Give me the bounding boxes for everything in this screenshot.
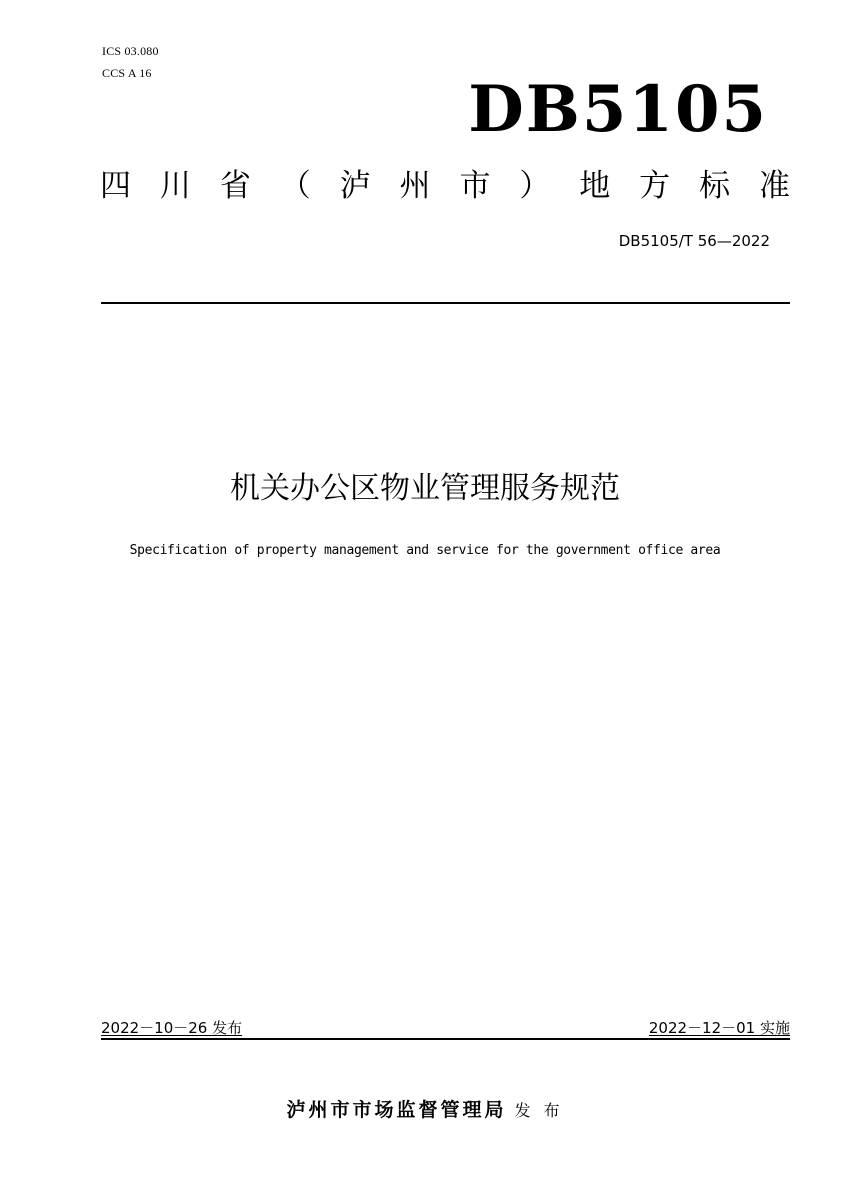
standard-category-char: 准 — [758, 168, 790, 204]
standard-category-char: 地 — [579, 168, 611, 204]
standard-category-char: ） — [519, 168, 551, 204]
header-divider — [101, 302, 790, 304]
standard-category-char: （ — [279, 168, 311, 204]
title-english: Specification of property management and service for the government office area — [129, 543, 721, 558]
ics-code: ICS 03.080 — [102, 44, 159, 58]
standard-number: DB5105/T 56—2022 — [618, 232, 770, 250]
standard-category-char: 州 — [399, 168, 431, 204]
publisher-line — [0, 1095, 850, 1122]
standard-code: DB5105 — [468, 72, 768, 147]
standard-category-char: 省 — [219, 168, 251, 204]
standard-category-char: 市 — [459, 168, 491, 204]
standard-category — [100, 164, 790, 208]
publisher-name: 泸州市市场监督管理局 — [286, 1099, 507, 1121]
implementation-date: 2022－12－01 实施 — [648, 1019, 790, 1037]
standard-category-char: 川 — [159, 168, 191, 204]
title-chinese: 机关办公区物业管理服务规范 — [230, 471, 620, 506]
footer-divider — [101, 1038, 790, 1040]
standard-category-char: 方 — [639, 168, 671, 204]
standard-category-char: 泸 — [339, 168, 371, 204]
standard-category-char: 标 — [699, 168, 731, 204]
issue-date: 2022－10－26 发布 — [101, 1019, 243, 1037]
publish-label: 发 布 — [514, 1101, 564, 1120]
ccs-code: CCS A 16 — [102, 66, 152, 80]
standard-category-char: 四 — [100, 168, 131, 204]
